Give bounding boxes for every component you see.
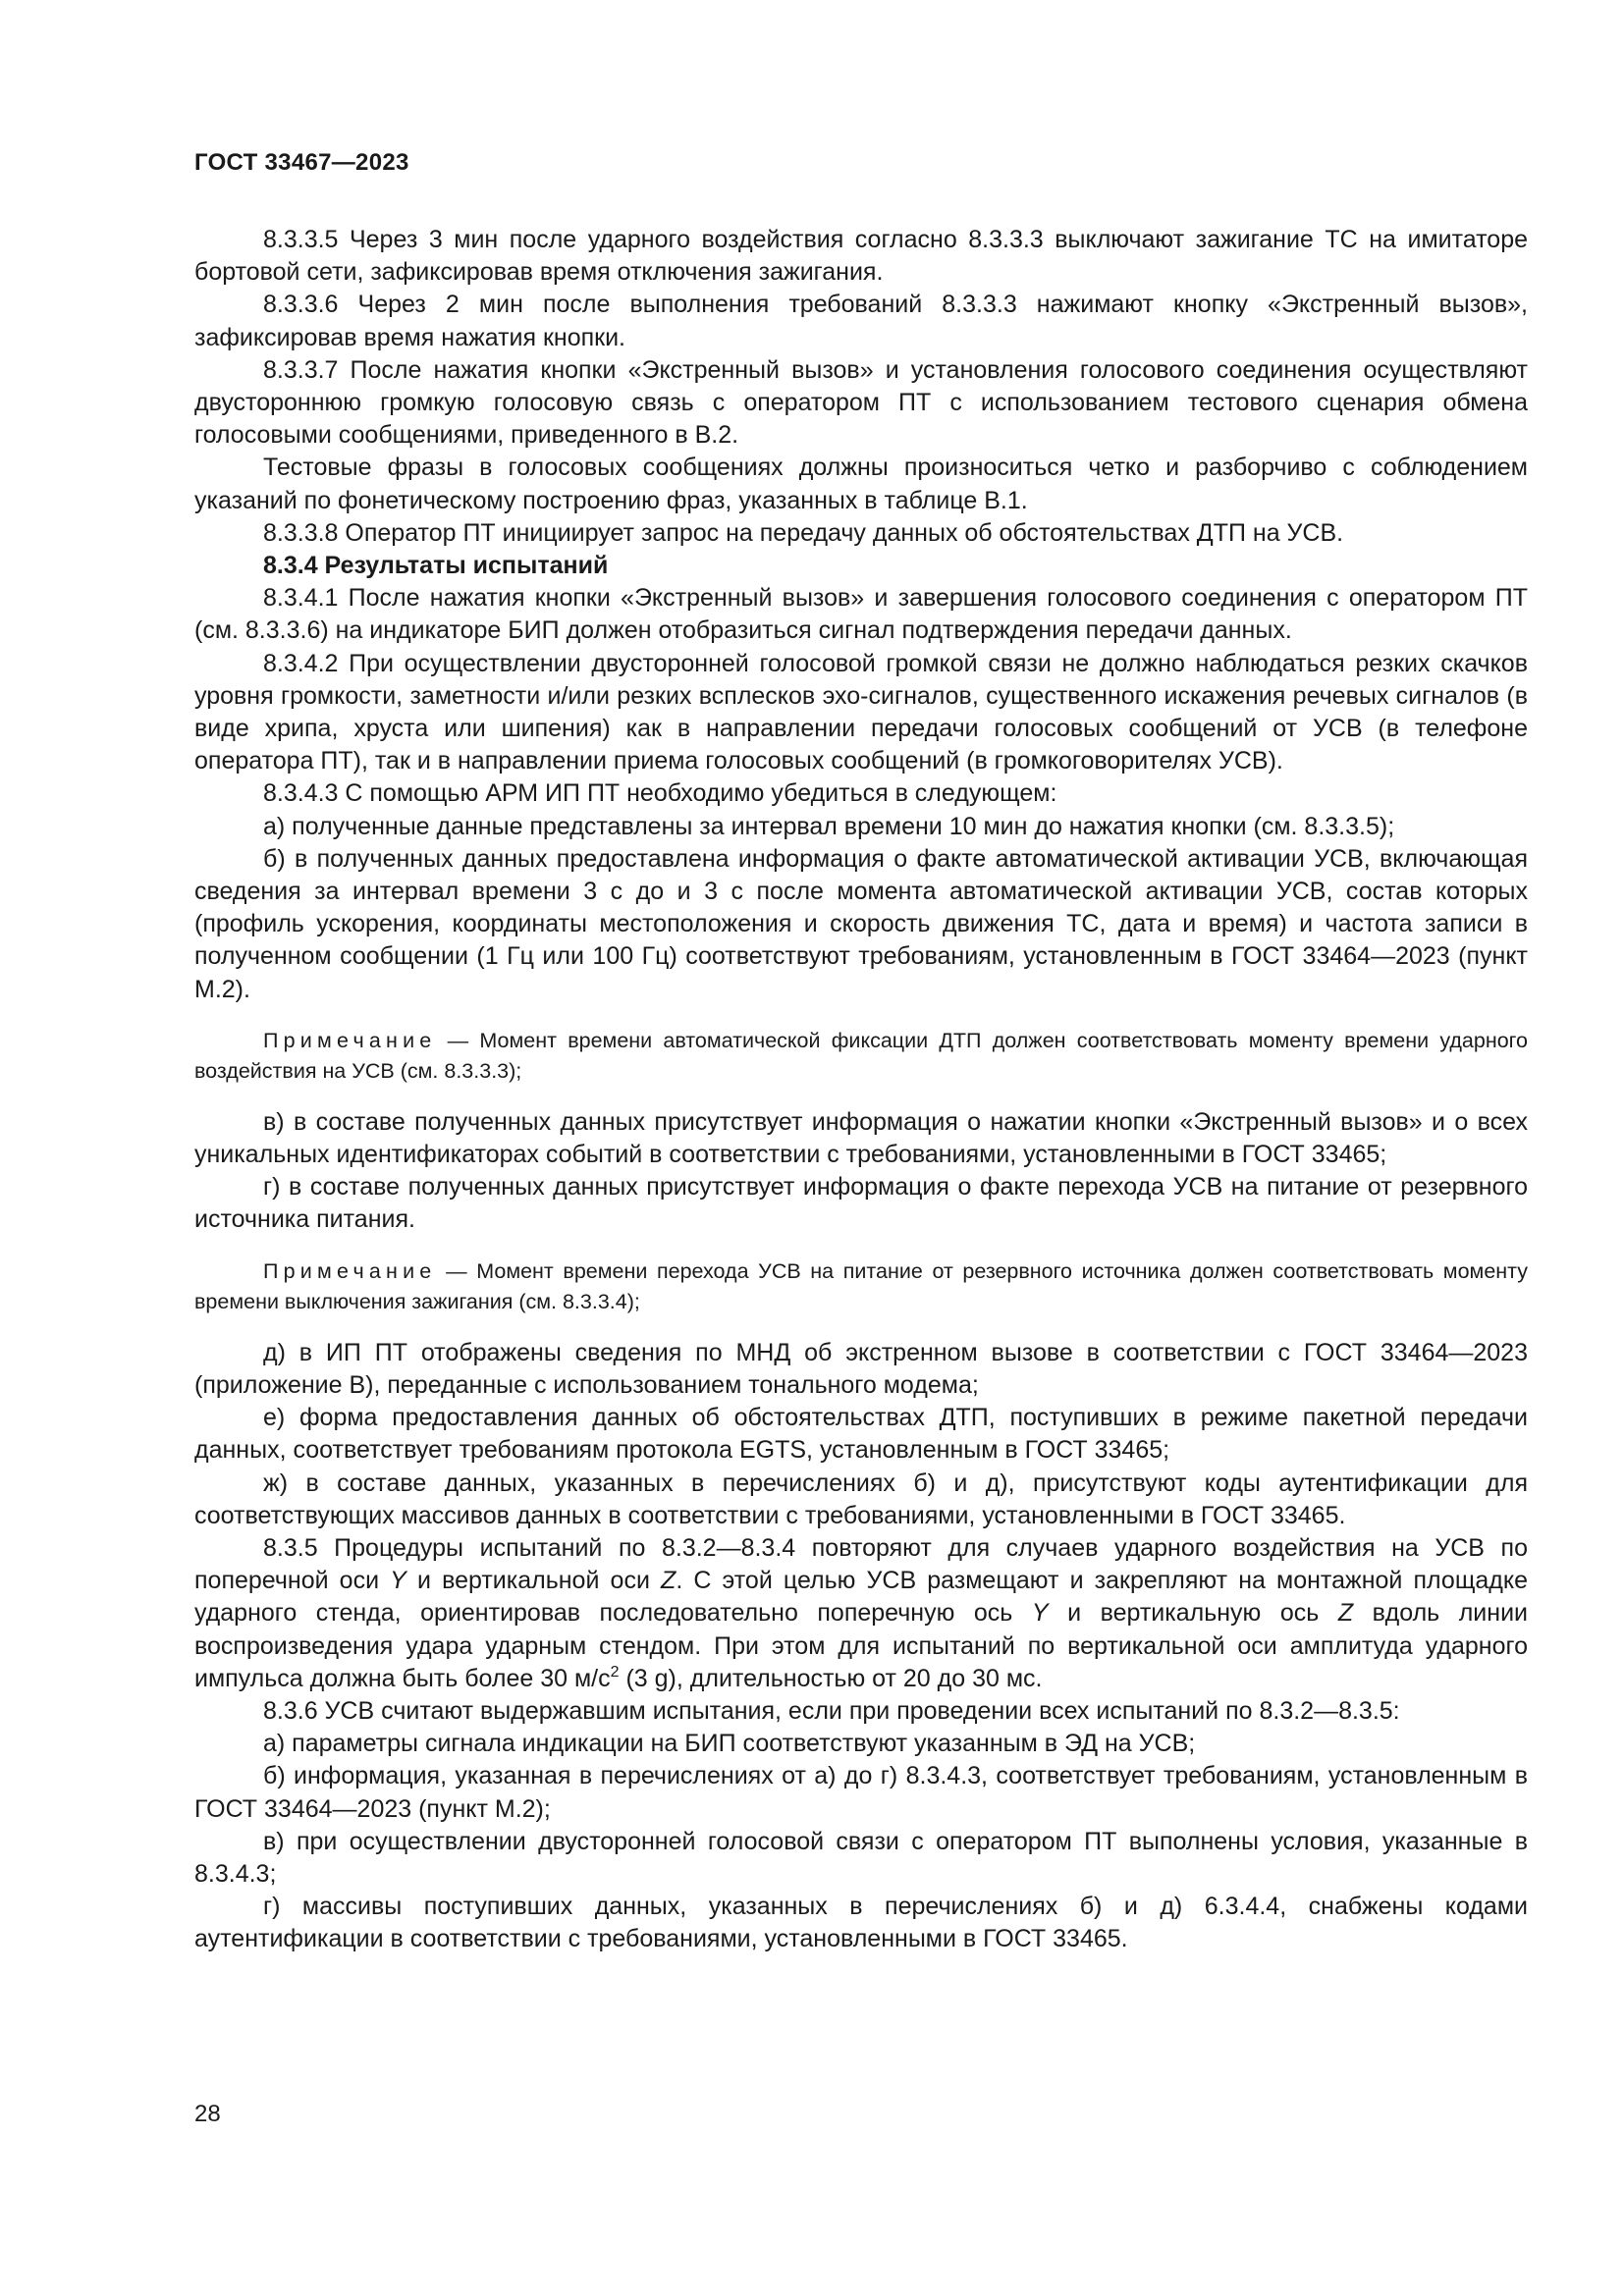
criteria-item-v: в) при осуществлении двусторонней голосовой связи с оператором ПТ выполнены условия, указанные в 8.3.4.3; (194, 1827, 1528, 1888)
axis-symbol: Y (390, 1567, 406, 1595)
criteria-item-b: б) информация, указанная в перечислениях от а) до г) 8.3.4.3, соответствует требованиям, установленным в ГОСТ 33464—2023 (пункт М.2); (194, 1762, 1528, 1823)
paragraph-8-3-6: 8.3.6 УСВ считают выдержавшим испытания, если при проведении всех испытаний по 8.3.2—8.3.5: (263, 1696, 1400, 1725)
paragraph-8-3-5 (194, 1532, 1528, 1695)
paragraph-test-phrases: Тестовые фразы в голосовых сообщениях должны произноситься четко и разборчиво с соблюдением указаний по фонетическому построению фраз, указанных в таблице В.1. (194, 454, 1528, 514)
page-number: 28 (194, 2101, 221, 2127)
superscript: 2 (610, 1663, 620, 1681)
list-item-b: б) в полученных данных предоставлена информация о факте автоматической активации УСВ, включающая сведения за интервал времени 3 с до и 3 с после момента автоматической активации УСВ, состав которых (профиль ускорения, координаты местоположения и скорость движения ТС, дата и время) и частота записи в полученном сообщении (1 Гц или 100 Гц) соответствуют требованиям, установленным в ГОСТ 33464—2023 (пункт М.2). (194, 844, 1528, 1003)
axis-symbol: Z (661, 1567, 677, 1595)
paragraph-8-3-3-8: 8.3.3.8 Оператор ПТ инициирует запрос на передачу данных об обстоятельствах ДТП на УСВ. (263, 518, 1344, 547)
text-run: 8.3.5 Процедуры испытаний по 8.3.2—8.3.4 повторяют для случаев ударного воздействия на УСВ по поперечной оси (194, 1533, 1528, 1595)
text-run: и вертикальную ось (1048, 1599, 1338, 1628)
list-item-a: а) полученные данные представлены за интервал времени 10 мин до нажатия кнопки (см. 8.3.3.5); (263, 812, 1395, 840)
text-run: вдоль линии воспроизведения удара ударным стендом. При этом для испытаний по вертикальной оси амплитуда ударного импульса должна быть более 30 м/с (194, 1599, 1529, 1692)
list-item-v: в) в составе полученных данных присутствует информация о нажатии кнопки «Экстренный вызов» и о всех уникальных идентификаторах событий в соответствии с требованиями, установленными в ГОСТ 33465; (194, 1107, 1528, 1169)
axis-symbol: Z (1337, 1599, 1354, 1628)
paragraph-8-3-3-6: 8.3.3.6 Через 2 мин после выполнения требований 8.3.3.3 нажимают кнопку «Экстренный вызов», зафиксировав время нажатия кнопки. (194, 291, 1528, 351)
text-run: . С этой целью УСВ размещают и закрепляют на монтажной площадке ударного стенда, ориентировав последовательно поперечную ось (194, 1567, 1529, 1628)
note-text: — Момент времени автоматической фиксации ДТП должен соответствовать моменту времени ударного воздействия на УСВ (см. 8.3.3.3); (194, 1028, 1528, 1083)
text-run: (3 g), длительностью от 20 до 30 мс. (619, 1664, 1043, 1692)
document-header: ГОСТ 33467—2023 (194, 149, 409, 176)
paragraph-8-3-4-2: 8.3.4.2 При осуществлении двусторонней голосовой громкой связи не должно наблюдаться резких скачков уровня громкости, заметности и/или резких всплесков эхо-сигналов, существенного искажения речевых сигналов (в виде хрипа, хруста или шипения) как в направлении передачи голосовых сообщений от УСВ (в телефоне оператора ПТ), так и в направлении приема голосовых сообщений (в громкоговорителях УСВ). (194, 649, 1528, 775)
document-body (194, 224, 1528, 1956)
note-2 (194, 1256, 1528, 1317)
axis-symbol: Y (1031, 1599, 1049, 1628)
note-label: Примечание (263, 1258, 437, 1283)
paragraph-8-3-4-3: 8.3.4.3 С помощью АРМ ИП ПТ необходимо убедиться в следующем: (263, 779, 1057, 808)
note-text: — Момент времени перехода УСВ на питание от резервного источника должен соответствовать моменту времени выключения зажигания (см. 8.3.3.4); (194, 1258, 1528, 1313)
paragraph-8-3-3-7: 8.3.3.7 После нажатия кнопки «Экстренный вызов» и установления голосового соединения осуществляют двустороннюю громкую голосовую связь с оператором ПТ с использованием тестового сценария обмена голосовыми сообщениями, приведенного в В.2. (194, 355, 1528, 450)
criteria-item-g: г) массивы поступивших данных, указанных в перечислениях б) и д) 6.3.4.4, снабжены кодами аутентификации в соответствии с требованиями, установленными в ГОСТ 33465. (194, 1893, 1528, 1953)
list-item-d: д) в ИП ПТ отображены сведения по МНД об экстренном вызове в соответствии с ГОСТ 33464—2023 (приложение В), переданные с использованием тонального модема; (194, 1338, 1528, 1399)
criteria-item-a: а) параметры сигнала индикации на БИП соответствуют указанным в ЭД на УСВ; (263, 1730, 1196, 1758)
paragraph-8-3-4-1: 8.3.4.1 После нажатия кнопки «Экстренный вызов» и завершения голосового соединения с оператором ПТ (см. 8.3.3.6) на индикаторе БИП должен отобразиться сигнал подтверждения передачи данных. (194, 584, 1528, 645)
note-1 (194, 1026, 1528, 1087)
list-item-zh: ж) в составе данных, указанных в перечислениях б) и д), присутствуют коды аутентификации для соответствующих массивов данных в соответствии с требованиями, установленными в ГОСТ 33465. (194, 1468, 1528, 1529)
note-label: Примечание (263, 1028, 437, 1052)
section-heading-8-3-4: 8.3.4 Результаты испытаний (263, 552, 609, 580)
paragraph-8-3-3-5: 8.3.3.5 Через 3 мин после ударного воздействия согласно 8.3.3.3 выключают зажигание ТС на имитаторе бортовой сети, зафиксировав время отключения зажигания. (194, 226, 1528, 287)
text-run: и вертикальной оси (406, 1567, 662, 1595)
list-item-e: е) форма предоставления данных об обстоятельствах ДТП, поступивших в режиме пакетной передачи данных, соответствует требованиям протокола EGTS, установленным в ГОСТ 33465; (194, 1404, 1528, 1465)
list-item-g: г) в составе полученных данных присутствует информация о факте перехода УСВ на питание от резервного источника питания. (194, 1173, 1528, 1234)
